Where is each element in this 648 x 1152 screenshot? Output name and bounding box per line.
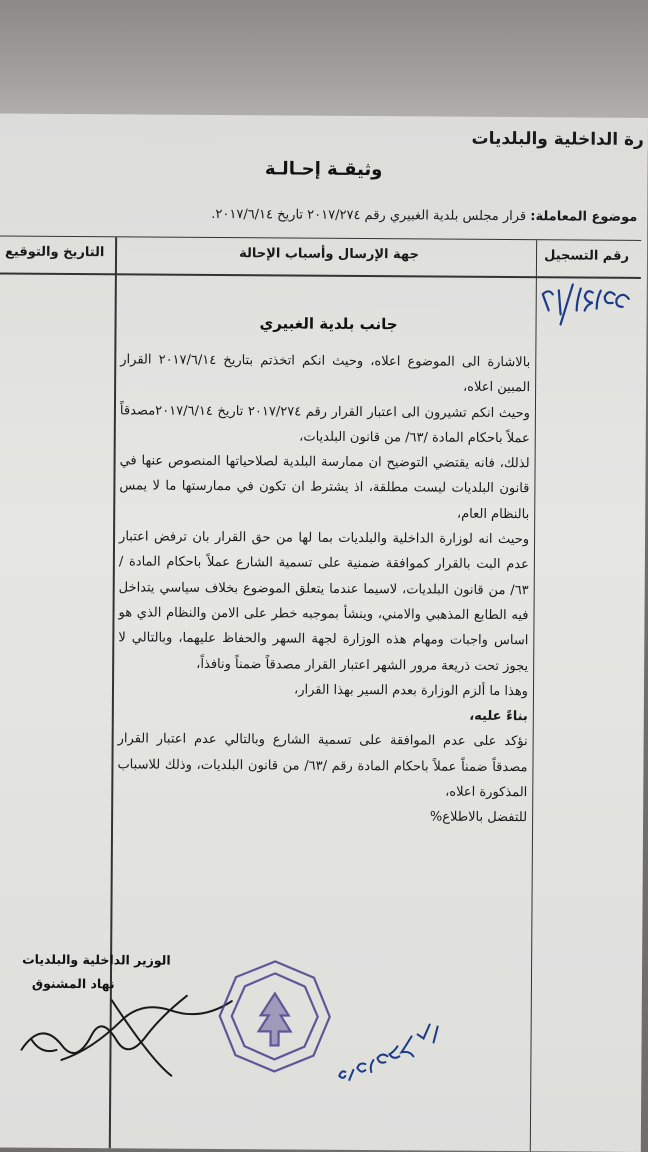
document-title: وثيقـة إحـالـة	[264, 158, 383, 181]
minister-name: نهاد المشنوق	[31, 975, 115, 992]
body-heading: بناءً عليه،	[469, 708, 528, 725]
body-paragraph: وهذا ما ألزم الوزارة بعدم السير بهذا القرار،	[293, 682, 529, 700]
referral-body	[117, 347, 530, 830]
subject-text: قرار مجلس بلدية الغبيري رقم ٢٠١٧/٢٧٤ تاريخ ٢٠١٧/٦/١٤.	[211, 206, 527, 225]
ministry-header: رة الداخلية والبلديات	[471, 128, 644, 150]
sender-heading: جانب بلدية الغبيري	[259, 314, 398, 334]
handwritten-date	[329, 1016, 447, 1087]
registration-number-handwritten	[537, 280, 637, 331]
body-paragraph: لذلك، فانه يقتضي التوضيح ان ممارسة البلدية لصلاحياتها المنصوص عنها في قانون البلديات ليست مطلقة، اذ يشترط ان تكون في ممارستها ما لا يمس بالنظام العام،	[119, 453, 530, 522]
column-header-date-signature: التاريخ والتوقيع	[4, 244, 105, 261]
column-header-registration: رقم التسجيل	[544, 248, 630, 264]
minister-signature	[1, 980, 252, 1082]
body-paragraph: نؤكد على عدم الموافقة على تسمية الشارع وبالتالي عدم اعتبار القرار مصدقاً ضمناً عملاً باحكام المادة رقم /٦٣/ من قانون البلديات، وذلك للاسباب المذكورة اعلاه،	[117, 731, 528, 801]
column-divider	[529, 240, 537, 1151]
subject-line	[211, 207, 637, 225]
document-page	[0, 113, 648, 1151]
body-closing: للتفضل بالاطلاع%	[429, 809, 528, 826]
body-paragraph: وحيث انكم تشيرون الى اعتبار القرار رقم ٢٠١٧/٢٧٤ تاريخ ٢٠١٧/٦/١٤مصدقاً عملاً باحكام المادة /٦٣/ من قانون البلديات،	[119, 402, 530, 447]
ministry-stamp	[215, 957, 334, 1076]
minister-title: الوزير الداخلية والبلديات	[22, 951, 171, 968]
subject-label: موضوع المعاملة:	[530, 209, 638, 225]
body-paragraph: وحيث انه لوزارة الداخلية والبلديات بما لها من حق القرار بان ترفض اعتبار عدم البت بالقرار كموافقة ضمنية على تسمية الشارع عملاً باحكام المادة /٦٣/ من قانون البلديات، لاسيما عندما يتعلق الموضوع بخلاف سياسي يتداخل فيه الطابع المذهبي والامني، وينشأ بموجبه خطر على الامن والنظام الذي هو اساس واجبات ومهام هذه الوزارة لجهة السهر والحفاظ عليهما، وبالتالي لا يجوز تحت ذريعة مرور الشهر اعتبار القرار مصدقاً ضمناً ونافذاً،	[118, 529, 530, 674]
column-header-sender: جهة الإرسال وأسباب الإحالة	[239, 246, 419, 263]
header-row-divider	[0, 272, 641, 278]
body-paragraph: بالاشارة الى الموضوع اعلاه، وحيث انكم اتخذتم بتاريخ ٢٠١٧/٦/١٤ القرار المبين اعلاه،	[120, 352, 531, 396]
